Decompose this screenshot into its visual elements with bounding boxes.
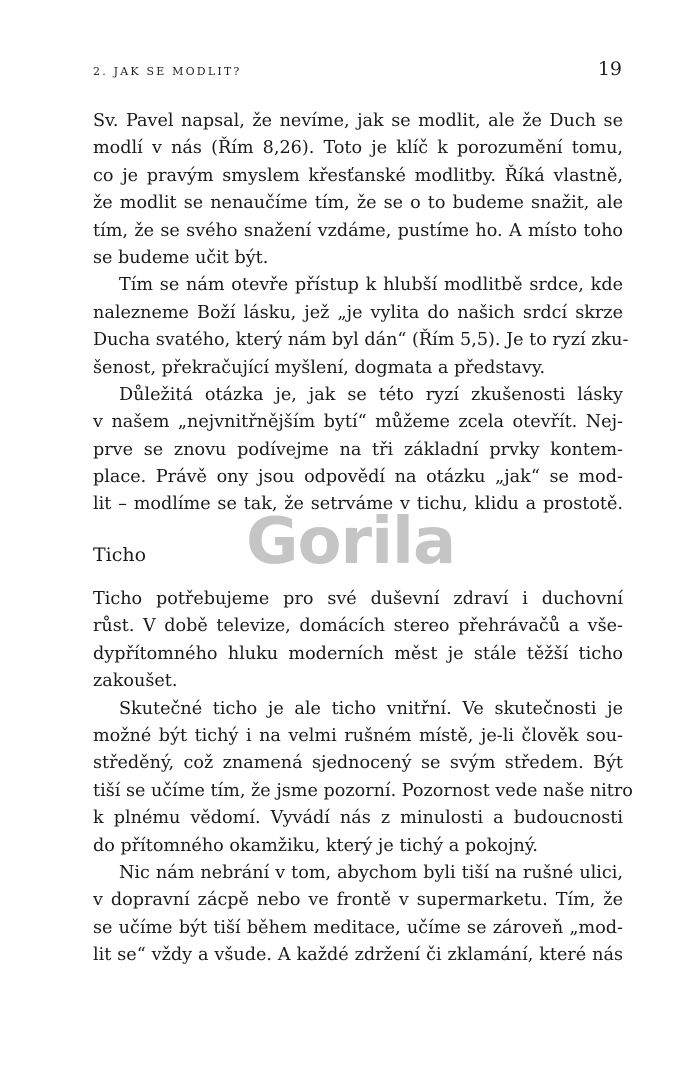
- text-line: možné být tichý i na velmi rušném místě, je-li člověk sou-: [93, 725, 623, 746]
- text-line: co je pravým smyslem křesťanské modlitby. Říká vlastně,: [93, 165, 623, 186]
- text-line: lit – modlíme se tak, že setrváme v tichu, klidu a prostotě.: [93, 494, 623, 515]
- text-line: prve se znovu podívejme na tři základní prvky kontem-: [93, 439, 623, 460]
- text-line: modlí v nás (Řím 8,26). Toto je klíč k porozumění tomu,: [93, 138, 623, 159]
- text-line: Ducha svatého, který nám byl dán“ (Řím 5,5). Je to ryzí zku-: [93, 330, 629, 351]
- page-header: [93, 58, 622, 80]
- text-line: Nic nám nebrání v tom, abychom byli tiší na rušné ulici,: [119, 862, 623, 883]
- text-line: růst. V době televize, domácích stereo přehrávačů a vše-: [93, 616, 623, 637]
- running-head: 2. JAK SE MODLIT?: [93, 65, 242, 78]
- page-number: 19: [597, 58, 622, 80]
- text-line: Tím se nám otevře přístup k hlubší modlitbě srdce, kde: [119, 275, 623, 296]
- text-line: v dopravní zácpě nebo ve frontě v supermarketu. Tím, že: [93, 890, 623, 911]
- body-text-block-1: [93, 108, 629, 519]
- text-line: v našem „nejvnitřnějším bytí“ můžeme zcela otevřít. Nej-: [93, 412, 623, 433]
- text-line: Skutečné ticho je ale ticho vnitřní. Ve skutečnosti je: [119, 698, 623, 719]
- text-line: se budeme učit být.: [93, 247, 269, 268]
- text-line: place. Právě ony jsou odpovědí na otázku „jak“ se mod-: [93, 467, 623, 488]
- body-text-block-2: [93, 586, 633, 969]
- watermark-logo: Gorila: [246, 505, 456, 579]
- text-line: Ticho potřebujeme pro své duševní zdraví i duchovní: [93, 589, 623, 609]
- text-line: tím, že se svého snažení vzdáme, pustíme ho. A místo toho: [93, 220, 623, 241]
- text-line: šenost, překračující myšlení, dogmata a představy.: [93, 357, 546, 378]
- text-line: do přítomného okamžiku, který je tichý a pokojný.: [93, 835, 538, 856]
- text-line: k plnému vědomí. Vyvádí nás z minulosti a budoucnosti: [93, 808, 623, 829]
- text-line: dypřítomného hluku moderních měst je stále těžší ticho: [93, 643, 623, 664]
- section-heading: Ticho: [93, 544, 147, 566]
- text-line: lit se“ vždy a všude. A každé zdržení či zklamání, které nás: [93, 945, 623, 966]
- text-line: tiší se učíme tím, že jsme pozorní. Pozornost vede naše nitro: [93, 780, 633, 801]
- text-line: že modlit se nenaučíme tím, že se o to budeme snažit, ale: [93, 193, 623, 214]
- text-line: se učíme být tiší během meditace, učíme se zároveň „mod-: [93, 917, 623, 938]
- text-line: zakoušet.: [93, 671, 178, 692]
- text-line: Důležitá otázka je, jak se této ryzí zkušenosti lásky: [119, 384, 623, 405]
- text-line: středěný, což znamená sjednocený se svým středem. Být: [93, 753, 623, 774]
- text-line: Sv. Pavel napsal, že nevíme, jak se modlit, ale že Duch se: [93, 111, 623, 131]
- text-line: nalezneme Boží lásku, jež „je vylita do našich srdcí skrze: [93, 302, 623, 323]
